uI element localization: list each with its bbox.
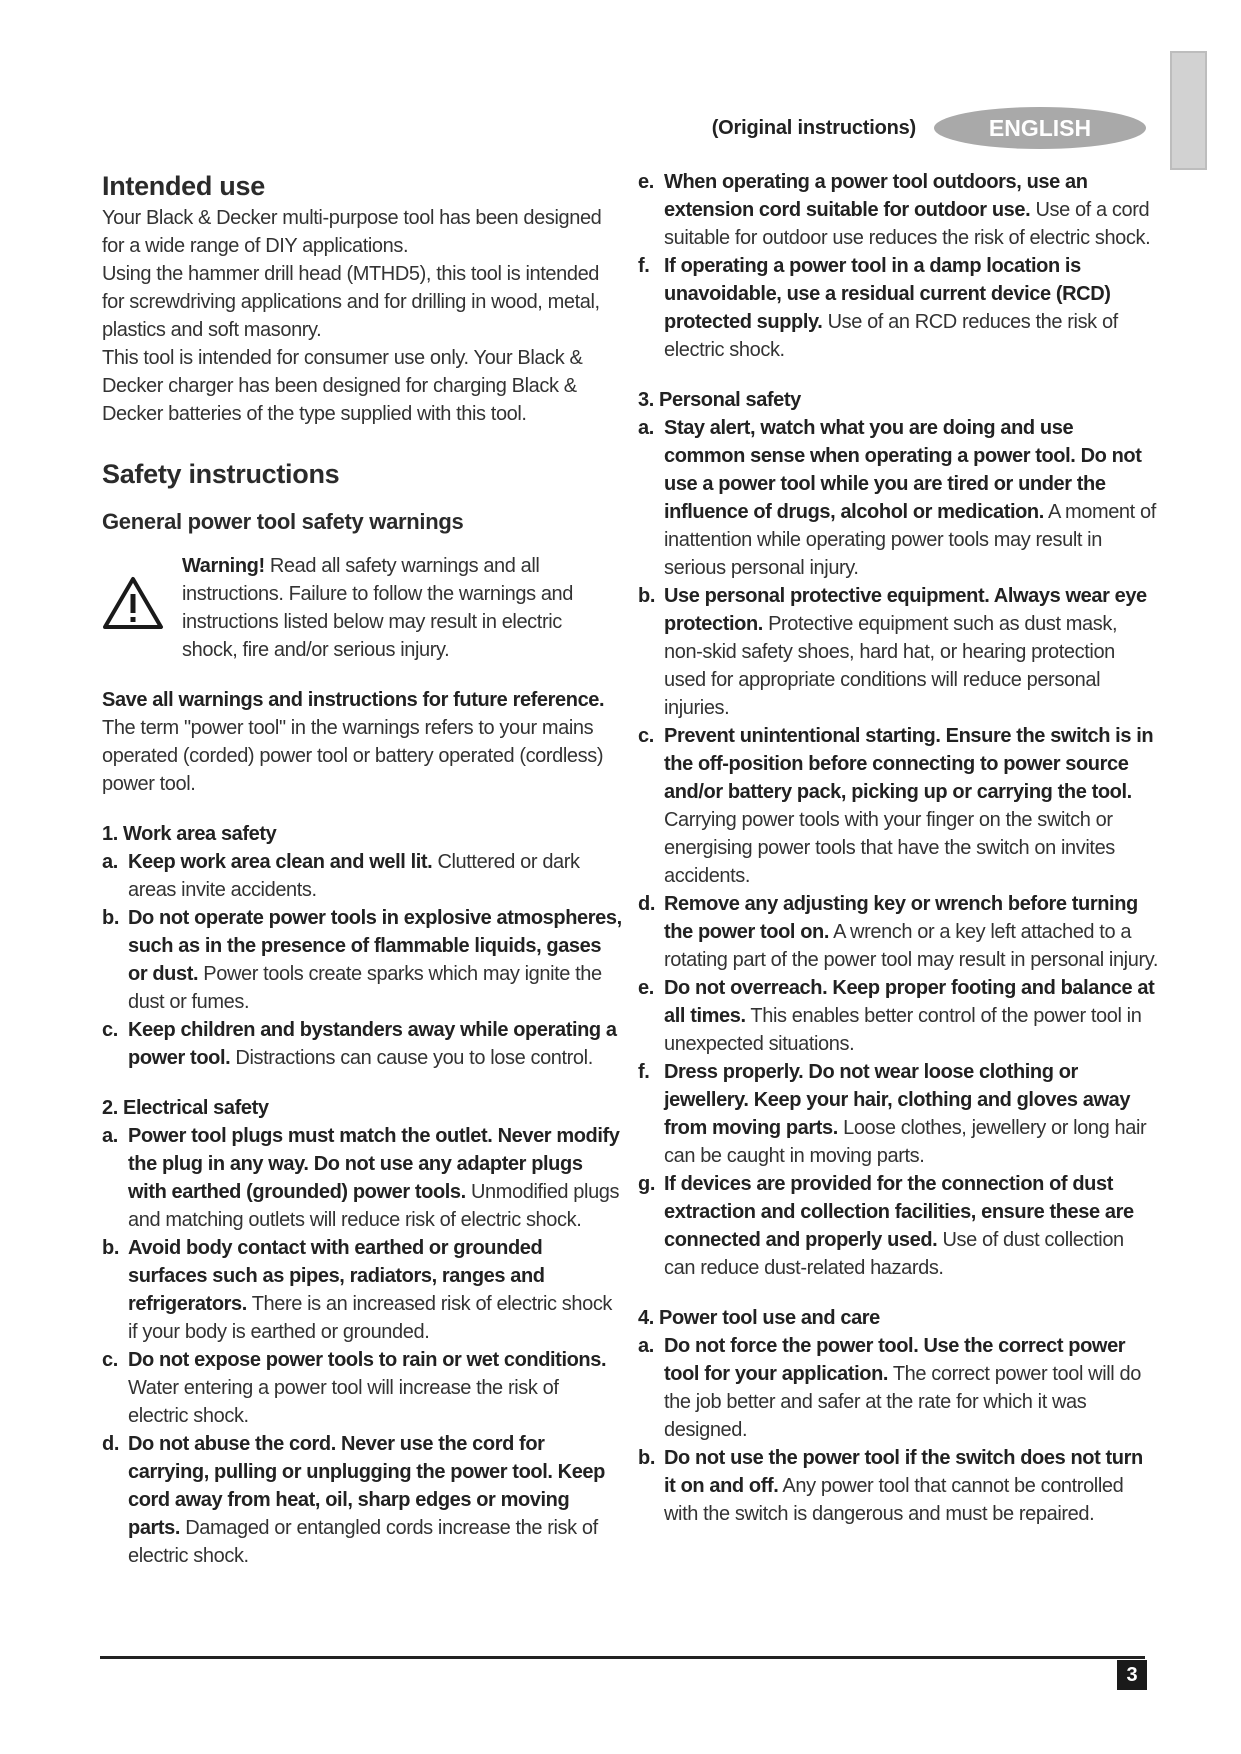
original-instructions-label: (Original instructions) <box>711 116 916 139</box>
warning-label: Warning! <box>182 555 265 577</box>
left-column <box>102 168 622 1570</box>
safety-instructions-heading: Safety instructions <box>102 459 340 489</box>
list-item: b. Do not operate power tools in explosive atmospheres, such as in the presence of flammable liquids, gases or dust. Power tools create sparks which may ignite the dust or fumes. <box>102 907 622 1013</box>
work-area-safety-heading: 1. Work area safety <box>102 823 277 845</box>
list-item: c. Prevent unintentional starting. Ensure the switch is in the off-position before connecting to power source and/or battery pack, picking up or carrying the tool. Carrying power tools with your finger on the switch or energising power tools that have the switch on invites accidents. <box>638 725 1154 887</box>
list-item: a. Do not force the power tool. Use the correct power tool for your application. The correct power tool will do the job better and safer at the rate for which it was designed. <box>638 1335 1141 1441</box>
intended-use-heading: Intended use <box>102 171 265 201</box>
warning-block <box>102 552 622 664</box>
power-tool-use-heading: 4. Power tool use and care <box>638 1307 880 1329</box>
intended-use-paragraph-3: This tool is intended for consumer use only. Your Black & Decker charger has been designed for charging Black & Decker batteries of the type supplied with this tool. <box>102 347 583 425</box>
page-header <box>712 106 1146 150</box>
list-item: f. Dress properly. Do not wear loose clothing or jewellery. Keep your hair, clothing and gloves away from moving parts. Loose clothes, jewellery or long hair can be caught in moving parts. <box>638 1061 1147 1167</box>
list-item: f. If operating a power tool in a damp location is unavoidable, use a residual current device (RCD) protected supply. Use of an RCD reduces the risk of electric shock. <box>638 255 1118 361</box>
intended-use-paragraph-2: Using the hammer drill head (MTHD5), this tool is intended for screwdriving applications and for drilling in wood, metal, plastics and soft masonry. <box>102 263 600 341</box>
save-warnings-text: Save all warnings and instructions for future reference. <box>102 689 605 711</box>
electrical-safety-heading: 2. Electrical safety <box>102 1097 269 1119</box>
intended-use-paragraph-1: Your Black & Decker multi-purpose tool has been designed for a wide range of DIY applications. <box>102 207 602 257</box>
personal-safety-heading: 3. Personal safety <box>638 389 801 411</box>
list-item: e. Do not overreach. Keep proper footing and balance at all times. This enables better control of the power tool in unexpected situations. <box>638 977 1155 1055</box>
warning-triangle-icon <box>102 552 182 638</box>
list-item: d. Remove any adjusting key or wrench before turning the power tool on. A wrench or a key left attached to a rotating part of the power tool may result in personal injury. <box>638 893 1158 971</box>
right-column <box>638 168 1158 1528</box>
list-item: b. Do not use the power tool if the switch does not turn it on and off. Any power tool that cannot be controlled with the switch is dangerous and must be repaired. <box>638 1447 1143 1525</box>
list-item: c. Do not expose power tools to rain or wet conditions. Water entering a power tool will increase the risk of electric shock. <box>102 1349 607 1427</box>
list-item: g. If devices are provided for the connection of dust extraction and collection facilities, ensure these are connected and properly used. Use of dust collection can reduce dust-related hazards. <box>638 1173 1134 1279</box>
language-side-tab <box>1170 51 1207 170</box>
footer-divider <box>100 1656 1145 1659</box>
power-tool-term-text: The term "power tool" in the warnings refers to your mains operated (corded) power tool or battery operated (cordless) power tool. <box>102 717 604 795</box>
warning-text <box>182 552 622 664</box>
page-number: 3 <box>1117 1660 1147 1690</box>
warning-body: Read all safety warnings and all instructions. Failure to follow the warnings and instructions listed below may result in electric shock, fire and/or serious injury. <box>182 555 574 661</box>
list-item: a. Power tool plugs must match the outlet. Never modify the plug in any way. Do not use any adapter plugs with earthed (grounded) power tools. Unmodified plugs and matching outlets will reduce risk of electric shock. <box>102 1125 620 1231</box>
list-item: b. Use personal protective equipment. Always wear eye protection. Protective equipment such as dust mask, non-skid safety shoes, hard hat, or hearing protection used for appropriate conditions will reduce personal injuries. <box>638 585 1147 719</box>
list-item: a. Keep work area clean and well lit. Cluttered or dark areas invite accidents. <box>102 851 580 901</box>
language-badge: ENGLISH <box>934 107 1146 149</box>
list-item: b. Avoid body contact with earthed or grounded surfaces such as pipes, radiators, ranges and refrigerators. There is an increased risk of electric shock if your body is earthed or grounded. <box>102 1237 613 1343</box>
list-item: c. Keep children and bystanders away while operating a power tool. Distractions can cause you to lose control. <box>102 1019 617 1069</box>
general-warnings-heading: General power tool safety warnings <box>102 509 464 534</box>
list-item: e. When operating a power tool outdoors, use an extension cord suitable for outdoor use. Use of a cord suitable for outdoor use reduces the risk of electric shock. <box>638 171 1151 249</box>
list-item: a. Stay alert, watch what you are doing and use common sense when operating a power tool. Do not use a power tool while you are tired or under the influence of drugs, alcohol or medication. A moment of inattention while operating power tools may result in serious personal injury. <box>638 417 1156 579</box>
list-item: d. Do not abuse the cord. Never use the cord for carrying, pulling or unplugging the power tool. Keep cord away from heat, oil, sharp edges or moving parts. Damaged or entangled cords increase the risk of electric shock. <box>102 1433 605 1567</box>
